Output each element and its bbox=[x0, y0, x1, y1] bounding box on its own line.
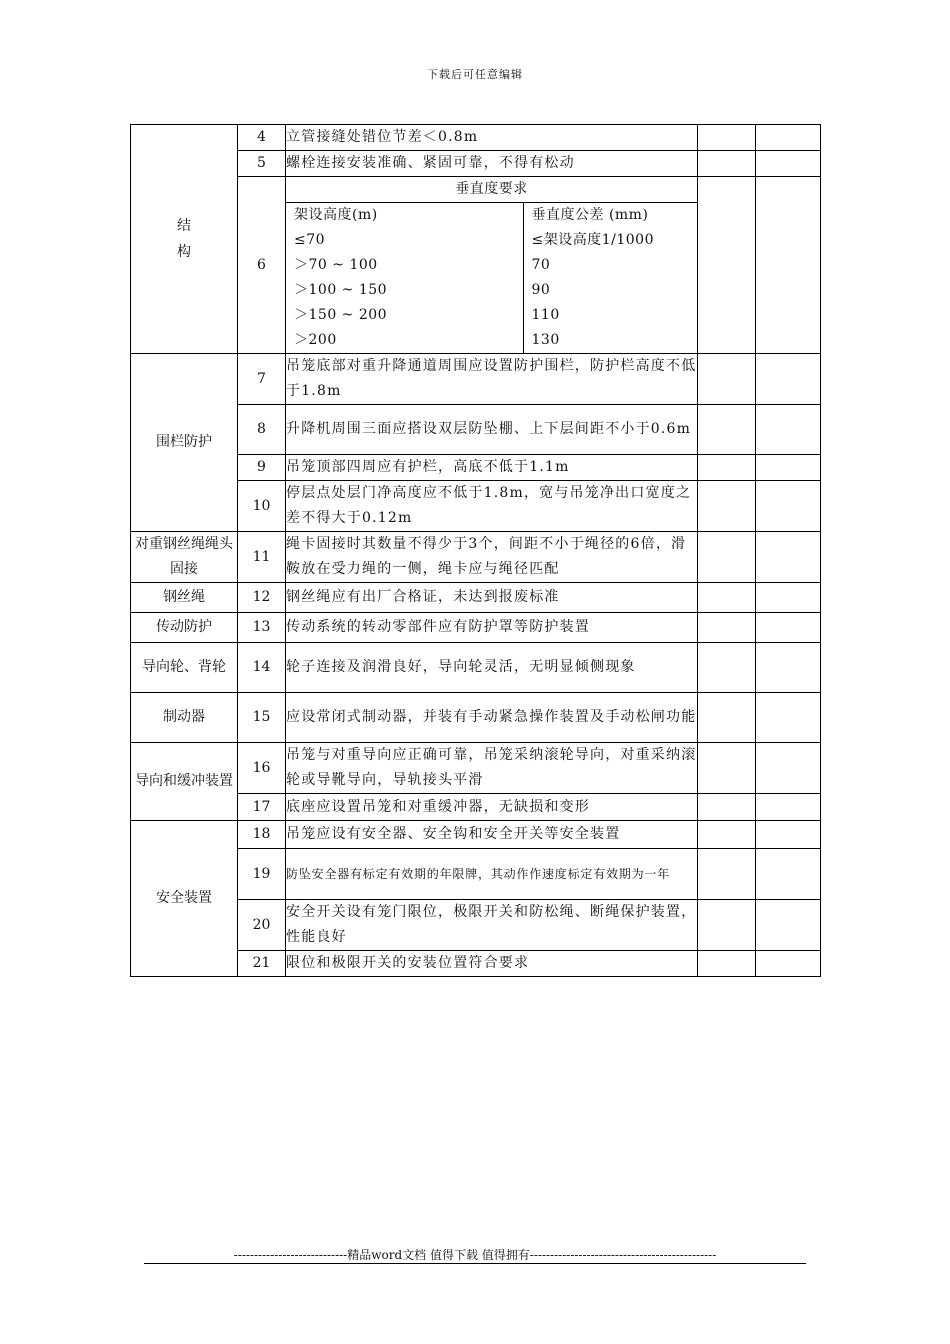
row-number: 19 bbox=[238, 849, 286, 900]
inspection-table bbox=[130, 124, 821, 977]
verticality-height: ＞200 bbox=[286, 328, 523, 353]
remark-cell[interactable] bbox=[756, 794, 821, 821]
remark-cell[interactable] bbox=[756, 849, 821, 900]
table-row bbox=[131, 532, 821, 583]
row-number: 13 bbox=[238, 613, 286, 643]
row-content: 安全开关设有笼门限位，极限开关和防松绳、断绳保护装置，性能良好 bbox=[286, 900, 698, 951]
section-label-brake: 制动器 bbox=[131, 693, 238, 743]
check-cell[interactable] bbox=[698, 532, 756, 583]
row-content: 螺栓连接安装准确、紧固可靠，不得有松动 bbox=[286, 151, 698, 177]
row-number: 9 bbox=[238, 455, 286, 481]
verticality-table bbox=[286, 177, 697, 353]
remark-cell[interactable] bbox=[756, 455, 821, 481]
row-content: 吊笼底部对重升降通道周围应设置防护围栏，防护栏高度不低于1.8m bbox=[286, 354, 698, 405]
check-cell[interactable] bbox=[698, 821, 756, 849]
row-number: 5 bbox=[238, 151, 286, 177]
verticality-tolerance: 70 bbox=[531, 257, 551, 273]
section-label-guide-buffer: 导向和缓冲装置 bbox=[131, 743, 238, 821]
page-header: 下载后可任意编辑 bbox=[427, 68, 523, 81]
row-content: 钢丝绳应有出厂合格证，未达到报废标准 bbox=[286, 583, 698, 613]
table-row bbox=[131, 125, 821, 151]
page-footer: ----------------------------精品word文档 值得下载 值得拥有---------------------------------------------- bbox=[233, 1248, 717, 1262]
check-cell[interactable] bbox=[698, 455, 756, 481]
table-row bbox=[131, 583, 821, 613]
section-label-transmission: 传动防护 bbox=[131, 613, 238, 643]
section-label-safety: 安全装置 bbox=[131, 821, 238, 977]
row-number: 10 bbox=[238, 481, 286, 532]
row-number: 16 bbox=[238, 743, 286, 794]
verticality-title: 垂直度要求 bbox=[286, 177, 697, 203]
check-cell[interactable] bbox=[698, 900, 756, 951]
row-number: 17 bbox=[238, 794, 286, 821]
remark-cell[interactable] bbox=[756, 951, 821, 977]
check-cell[interactable] bbox=[698, 951, 756, 977]
row-content: 吊笼顶部四周应有护栏，高底不低于1.1m bbox=[286, 455, 698, 481]
row-content: 轮子连接及润滑良好，导向轮灵活，无明显倾侧现象 bbox=[286, 643, 698, 693]
verticality-tolerance: 110 bbox=[531, 307, 560, 323]
row-content: 传动系统的转动零部件应有防护罩等防护装置 bbox=[286, 613, 698, 643]
remark-cell[interactable] bbox=[756, 900, 821, 951]
check-cell[interactable] bbox=[698, 794, 756, 821]
table-row bbox=[131, 743, 821, 794]
row-content: 停层点处层门净高度应不低于1.8m，宽与吊笼净出口宽度之差不得大于0.12m bbox=[286, 481, 698, 532]
verticality-height: ＞100 ~ 150 bbox=[286, 278, 523, 303]
check-cell[interactable] bbox=[698, 743, 756, 794]
verticality-height: ＞70 ~ 100 bbox=[286, 253, 523, 278]
row-number: 11 bbox=[238, 532, 286, 583]
row-content: 应设常闭式制动器，并装有手动紧急操作装置及手动松闸功能 bbox=[286, 693, 698, 743]
remark-cell[interactable] bbox=[756, 613, 821, 643]
row-content: 防坠安全器有标定有效期的年限牌，其动作作速度标定有效期为一年 bbox=[286, 849, 698, 900]
section-label-structure: 结构 bbox=[131, 125, 238, 354]
row-number: 6 bbox=[238, 177, 286, 354]
remark-cell[interactable] bbox=[756, 125, 821, 151]
verticality-height: ≤70 bbox=[286, 228, 523, 253]
row-content: 底座应设置吊笼和对重缓冲器，无缺损和变形 bbox=[286, 794, 698, 821]
remark-cell[interactable] bbox=[756, 821, 821, 849]
row-content: 吊笼与对重导向应正确可靠，吊笼采纳滚轮导向，对重采纳滚轮或导靴导向，导轨接头平滑 bbox=[286, 743, 698, 794]
row-content: 吊笼应设有安全器、安全钩和安全开关等安全装置 bbox=[286, 821, 698, 849]
remark-cell[interactable] bbox=[756, 643, 821, 693]
row-number: 20 bbox=[238, 900, 286, 951]
check-cell[interactable] bbox=[698, 151, 756, 177]
row-number: 14 bbox=[238, 643, 286, 693]
row-number: 18 bbox=[238, 821, 286, 849]
check-cell[interactable] bbox=[698, 354, 756, 405]
verticality-tolerance: ≤架设高度1/1000 bbox=[531, 232, 654, 248]
table-row bbox=[131, 821, 821, 849]
table-row bbox=[131, 693, 821, 743]
check-cell[interactable] bbox=[698, 583, 756, 613]
row-content: 立管接缝处错位节差＜0.8m bbox=[286, 125, 698, 151]
remark-cell[interactable] bbox=[756, 354, 821, 405]
check-cell[interactable] bbox=[698, 481, 756, 532]
table-row bbox=[131, 643, 821, 693]
remark-cell[interactable] bbox=[756, 151, 821, 177]
row-number: 15 bbox=[238, 693, 286, 743]
remark-cell[interactable] bbox=[756, 481, 821, 532]
row-number: 4 bbox=[238, 125, 286, 151]
verticality-header-tolerance: 垂直度公差 (mm) bbox=[531, 207, 649, 223]
section-label-wire-rope: 钢丝绳 bbox=[131, 583, 238, 613]
check-cell[interactable] bbox=[698, 177, 756, 354]
remark-cell[interactable] bbox=[756, 177, 821, 354]
footer-divider bbox=[144, 1263, 806, 1264]
verticality-header-height: 架设高度(m) bbox=[286, 203, 523, 229]
row-number: 7 bbox=[238, 354, 286, 405]
check-cell[interactable] bbox=[698, 849, 756, 900]
row-number: 21 bbox=[238, 951, 286, 977]
verticality-tolerance: 130 bbox=[531, 332, 560, 348]
verticality-tolerance: 90 bbox=[531, 282, 551, 298]
check-cell[interactable] bbox=[698, 643, 756, 693]
check-cell[interactable] bbox=[698, 693, 756, 743]
remark-cell[interactable] bbox=[756, 583, 821, 613]
row-number: 12 bbox=[238, 583, 286, 613]
check-cell[interactable] bbox=[698, 405, 756, 455]
check-cell[interactable] bbox=[698, 125, 756, 151]
remark-cell[interactable] bbox=[756, 405, 821, 455]
section-label-counterweight: 对重钢丝绳绳头固接 bbox=[131, 532, 238, 583]
table-row bbox=[131, 354, 821, 405]
remark-cell[interactable] bbox=[756, 693, 821, 743]
check-cell[interactable] bbox=[698, 613, 756, 643]
table-row bbox=[131, 613, 821, 643]
row-content: 升降机周围三面应搭设双层防坠棚、上下层间距不小于0.6m bbox=[286, 405, 698, 455]
row-number: 8 bbox=[238, 405, 286, 455]
verticality-height: ＞150 ~ 200 bbox=[286, 303, 523, 328]
section-label-guide-wheel: 导向轮、背轮 bbox=[131, 643, 238, 693]
verticality-cell bbox=[286, 177, 698, 354]
remark-cell[interactable] bbox=[756, 532, 821, 583]
section-label-fence: 围栏防护 bbox=[131, 354, 238, 532]
remark-cell[interactable] bbox=[756, 743, 821, 794]
row-content: 绳卡固接时其数量不得少于3个，间距不小于绳径的6倍，滑鞍放在受力绳的一侧，绳卡应与绳径匹配 bbox=[286, 532, 698, 583]
row-content: 限位和极限开关的安装位置符合要求 bbox=[286, 951, 698, 977]
